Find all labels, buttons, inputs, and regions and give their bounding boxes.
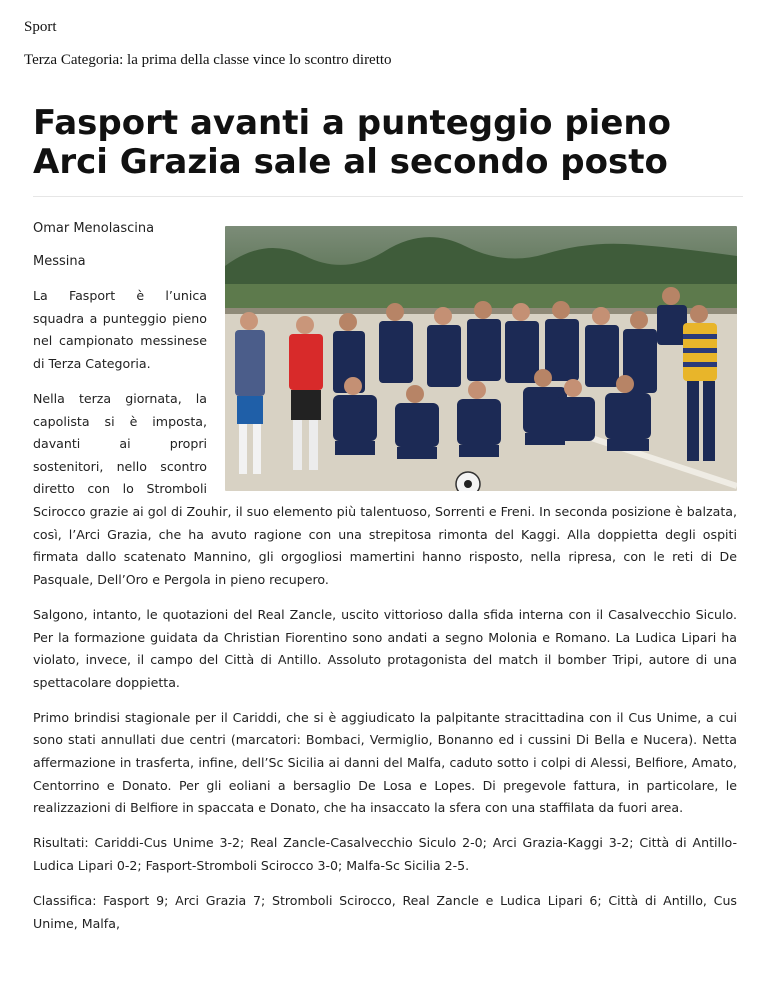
kicker: Terza Categoria: la prima della classe vince lo scontro diretto [24,52,392,68]
article-paragraph-1: La Fasport è l’unica squadra a punteggio pieno nel campionato messinese di Terza Categoria. [33,288,207,371]
author-name: Omar Menolascina [33,221,155,236]
team-photo [225,226,737,491]
standings-paragraph: Classifica: Fasport 9; Arci Grazia 7; Stromboli Scirocco, Real Zancle e Ludica Lipari 6; Città di Antillo, Cus Unime, Malfa, [33,893,737,931]
article-body [33,285,737,948]
divider [33,196,743,197]
section-label: Sport [24,19,57,35]
results-paragraph: Risultati: Cariddi-Cus Unime 3-2; Real Zancle-Casalvecchio Siculo 2-0; Arci Grazia-Kaggi 3-2; Città di Antillo-Ludica Lipari 0-2; Fasport-Stromboli Scirocco 3-0; Malfa-Sc Sicilia 2-5. [33,835,737,874]
article-paragraph-3: Salgono, intanto, le quotazioni del Real Zancle, uscito vittorioso dalla sfida interna con il Casalvecchio Siculo. Per la formazione guidata da Christian Fiorentino sono andati a segno Molonia e Romano. La Ludica Lipari ha violato, invece, il campo del Città di Antillo. Assoluto protagonista del match il bomber Tripi, autore di una spettacolare doppietta. [33,606,737,690]
team-photo-illustration [225,226,737,491]
article-paragraph-4: Primo brindisi stagionale per il Cariddi, che si è aggiudicato la palpitante stracittadina con il Cus Unime, a cui sono stati annullati due centri (marcatori: Bombaci, Vermiglio, Bonanno ed i cussini Di Bella e Nucera). Netta affermazione in trasferta, infine, dell’Sc Sicilia ai danni del Malfa, caduto sotto i colpi di Alessi, Belfiore, Amato, Centorrino e Donato. Per gli eoliani a bersaglio De Losa e Lopes. Di pregevole fattura, in particolare, le realizzazioni di Belfiore in spaccata e Donato, che ha insaccato la sfera con una staffilata da fuori area. [33,709,737,816]
headline [33,104,753,182]
headline-line-2: Arci Grazia sale al secondo posto [33,142,668,182]
dateline-location: Messina [33,254,86,269]
headline-line-1: Fasport avanti a punteggio pieno [33,103,671,143]
article-paragraph-2: Nella terza giornata, la capolista si è imposta, davanti ai propri sostenitori, nello scontro diretto con lo Stromboli Scirocco grazie ai gol di Zouhir, il suo elemento più talentuoso, Sorrenti e Freni. In seconda posizione è balzata, così, l’Arci Grazia, che ha avuto ragione con una strepitosa rimonta del Kaggi. Alla doppietta degli ospiti firmata dallo scatenato Mannino, gli orgogliosi mamertini hanno risposto, nella ripresa, con le reti di De Pasquale, Dell’Oro e Pergola in pieno recupero. [33,390,737,587]
